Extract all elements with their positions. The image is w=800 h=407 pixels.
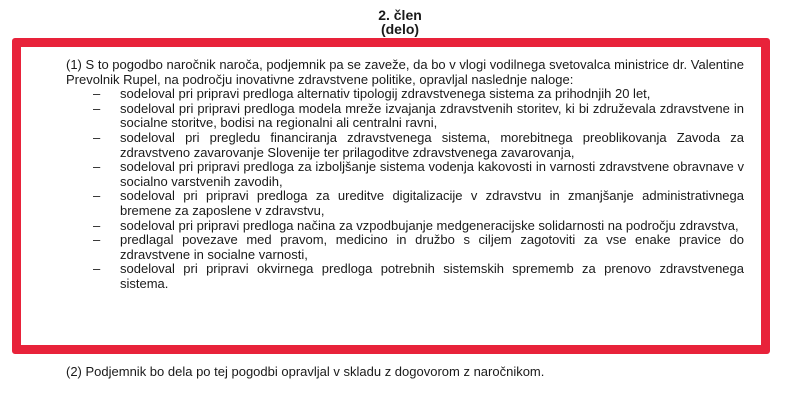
dash-bullet: –	[93, 129, 101, 145]
dash-bullet: –	[93, 261, 101, 277]
task-text: sodeloval pri pripravi predloga za izboljšanje sistema vodenja kakovosti in varnosti zdravstvene obravnave v socialno varstvenih zavodih,	[120, 159, 744, 189]
dash-bullet: –	[93, 232, 101, 248]
task-text: sodeloval pri pripravi predloga alternativ tipologij zdravstvenega sistema za prihodnjih 20 let,	[120, 86, 651, 102]
task-item	[66, 189, 744, 218]
task-text: predlagal povezave med pravom, medicino in družbo s ciljem zagotoviti za vse enake pravice do zdravstvene in socialne varnosti,	[120, 232, 744, 262]
task-item	[66, 233, 744, 262]
dash-bullet: –	[93, 100, 101, 116]
task-item	[66, 219, 744, 234]
task-list	[66, 87, 744, 291]
task-item	[66, 131, 744, 160]
dash-bullet: –	[93, 86, 101, 102]
article-title: 2. člen	[378, 7, 422, 23]
task-text: sodeloval pri pripravi predloga za ureditve digitalizacije v zdravstvu in zmanjšanje administrativnega bremene za zaposlene v zdravstvu,	[120, 188, 744, 218]
task-item	[66, 160, 744, 189]
task-text: sodeloval pri pripravi predloga modela mreže izvajanja zdravstvenih storitev, ki bi združevala zdravstvene in socialne storitve, bodisi na regionalni ali centralni ravni,	[120, 100, 744, 131]
dash-bullet: –	[93, 188, 101, 204]
paragraph-1	[66, 58, 744, 292]
article-subtitle: (delo)	[380, 21, 420, 37]
task-text: sodeloval pri pripravi predloga načina za vzpodbujanje medgeneracijske solidarnosti na področju zdravstva,	[120, 217, 739, 233]
task-item	[66, 262, 744, 291]
task-item	[66, 102, 744, 131]
article-heading	[0, 8, 800, 36]
dash-bullet: –	[93, 159, 101, 175]
task-text: sodeloval pri pregledu financiranja zdravstvenega sistema, morebitnega preoblikovanja Zavoda za zdravstveno zavarovanje Slovenije ter prilagoditve zdravstvenega zavarovanja,	[120, 129, 744, 160]
paragraph-2: (2) Podjemnik bo dela po tej pogodbi opravljal v skladu z dogovorom z naročnikom.	[66, 364, 545, 379]
paragraph-1-intro: (1) S to pogodbo naročnik naroča, podjemnik pa se zaveže, da bo v vlogi vodilnega svetovalca ministrice dr. Valentine Prevolnik Rupel, na področju inovativne zdravstvene politike, opravljal naslednje naloge:	[66, 57, 744, 87]
dash-bullet: –	[93, 217, 101, 233]
task-item	[66, 87, 744, 102]
task-text: sodeloval pri pripravi okvirnega predloga potrebnih sistemskih sprememb za prenovo zdravstvenega sistema.	[120, 261, 744, 291]
